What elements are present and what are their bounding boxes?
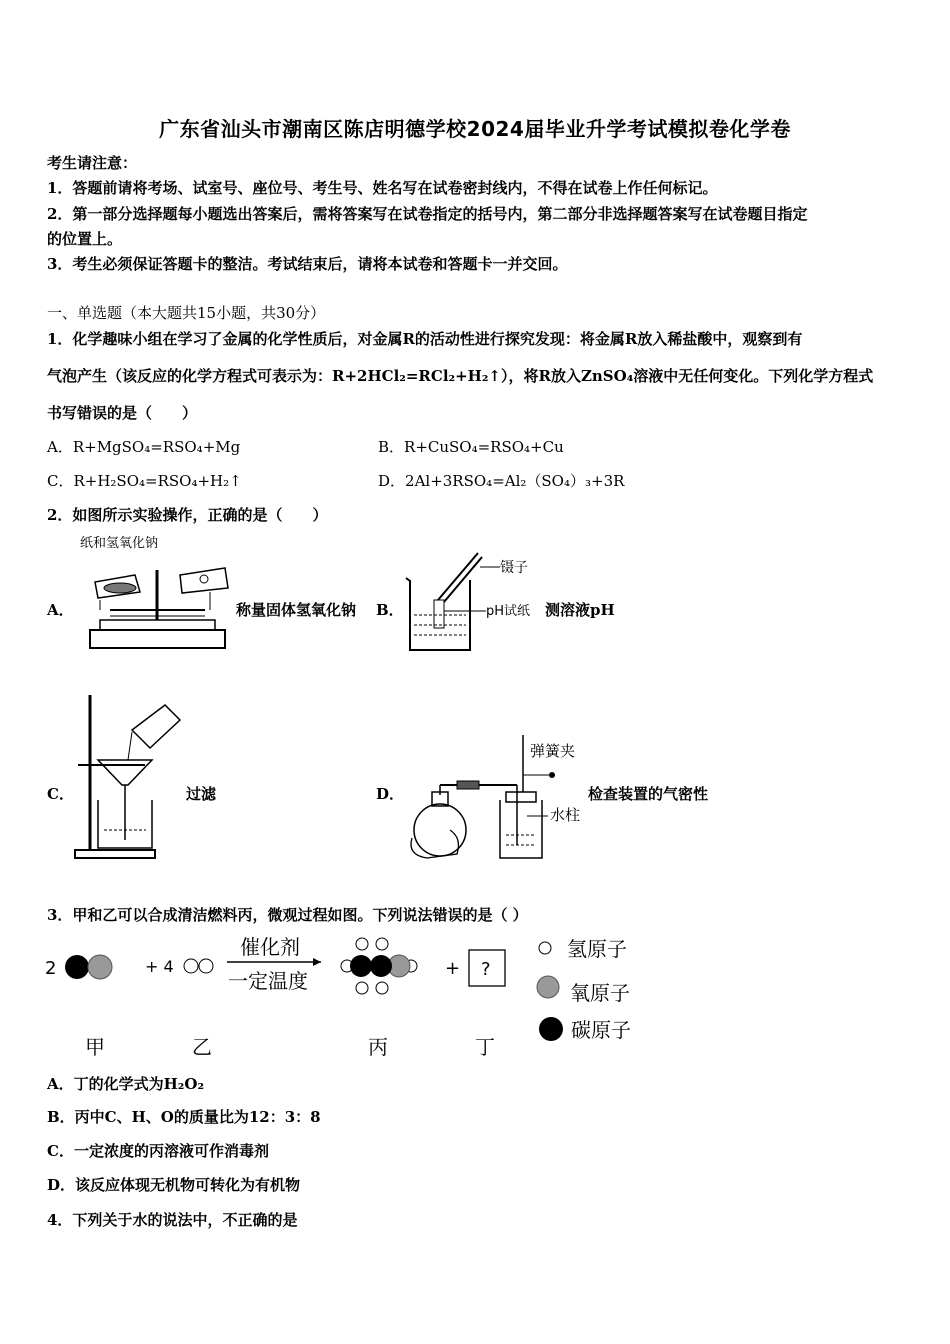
water-column-label: 水柱 bbox=[550, 806, 581, 824]
hydrogen-atom bbox=[376, 982, 388, 994]
notice-item: 的位置上。 bbox=[47, 230, 123, 248]
q1-option-b: B．R+CuSO₄=RSO₄+Cu bbox=[378, 438, 564, 456]
legend-carbon: 碳原子 bbox=[571, 1018, 631, 1042]
balance-figure bbox=[80, 530, 235, 655]
q2-d-caption: 检查装置的气密性 bbox=[588, 785, 709, 803]
notice-item: 3．考生必须保证答题卡的整洁。考试结束后，请将本试卷和答题卡一并交回。 bbox=[47, 255, 568, 273]
legend-carbon-icon bbox=[539, 1017, 563, 1041]
q2-stem: 2．如图所示实验操作，正确的是（ ） bbox=[47, 506, 328, 524]
name-ding: 丁 bbox=[475, 1035, 495, 1059]
section-heading: 一、单选题（本大题共15小题，共30分） bbox=[47, 304, 326, 322]
tweezers-label: 镊子 bbox=[500, 560, 528, 576]
q3-option-d: D．该反应体现无机物可转化为有机物 bbox=[47, 1176, 301, 1194]
clamp-label: 弹簧夹 bbox=[530, 742, 576, 760]
filtration-figure bbox=[70, 690, 185, 865]
hydrogen-atom bbox=[356, 938, 368, 950]
notice-item: 2．第一部分选择题每小题选出答案后，需将答案写在试卷指定的括号内，第二部分非选择题答案写在试卷题目指定 bbox=[47, 205, 808, 223]
name-jia: 甲 bbox=[85, 1035, 105, 1059]
notice-heading: 考生请注意： bbox=[47, 154, 138, 172]
balance-label: 纸和氢氧化钠 bbox=[80, 536, 159, 551]
ph-test-figure bbox=[400, 545, 540, 655]
q2-d-letter: D． bbox=[376, 785, 405, 803]
q3-option-b: B．丙中C、H、O的质量比为12：3：8 bbox=[47, 1108, 321, 1126]
q1-stem: 1．化学趣味小组在学习了金属的化学性质后，对金属R的活动性进行探究发现：将金属R放入稀盐酸中，观察到有 bbox=[47, 330, 803, 348]
q2-c-letter: C． bbox=[47, 785, 74, 803]
name-yi: 乙 bbox=[192, 1035, 212, 1059]
legend-oxygen-icon bbox=[537, 976, 559, 998]
q3-stem: 3．甲和乙可以合成清洁燃料丙，微观过程如图。下列说法错误的是（ ） bbox=[47, 906, 528, 924]
reaction-diagram bbox=[45, 930, 645, 1065]
plus-ding: + bbox=[445, 958, 461, 979]
ph-paper-label: pH试纸 bbox=[486, 604, 531, 619]
q2-a-letter: A． bbox=[47, 601, 74, 619]
q1-option-d: D．2Al+3RSO₄=Al₂（SO₄）₃+3R bbox=[378, 472, 625, 490]
unknown-mark: ? bbox=[481, 959, 491, 980]
q1-stem: 气泡产生（该反应的化学方程式可表示为：R+2HCl₂=RCl₂+H₂↑），将R放入ZnSO₄溶液中无任何变化。下列化学方程式 bbox=[47, 367, 874, 385]
q2-b-caption: 测溶液pH bbox=[545, 601, 615, 619]
plus-coef-yi: + 4 bbox=[145, 957, 174, 976]
q2-b-letter: B． bbox=[376, 601, 404, 619]
catalyst-label: 催化剂 bbox=[240, 935, 300, 959]
legend-hydrogen: 氢原子 bbox=[567, 937, 627, 961]
carbon-atom bbox=[370, 955, 392, 977]
q2-c-caption: 过滤 bbox=[186, 785, 217, 803]
name-bing: 丙 bbox=[368, 1035, 388, 1059]
oxygen-atom bbox=[88, 955, 112, 979]
q1-option-c: C．R+H₂SO₄=RSO₄+H₂↑ bbox=[47, 472, 242, 490]
carbon-atom bbox=[65, 955, 89, 979]
carbon-atom bbox=[350, 955, 372, 977]
legend-hydrogen-icon bbox=[539, 942, 551, 954]
hydrogen-atom bbox=[356, 982, 368, 994]
q3-option-c: C．一定浓度的丙溶液可作消毒剂 bbox=[47, 1142, 269, 1160]
airtightness-figure bbox=[402, 730, 587, 862]
hydrogen-atom bbox=[184, 959, 198, 973]
q1-option-a: A．R+MgSO₄=RSO₄+Mg bbox=[47, 438, 241, 456]
coef-jia: 2 bbox=[45, 958, 57, 979]
q4-stem: 4．下列关于水的说法中，不正确的是 bbox=[47, 1211, 298, 1229]
q1-stem: 书写错误的是（ ） bbox=[47, 404, 198, 422]
q3-option-a: A．丁的化学式为H₂O₂ bbox=[47, 1075, 205, 1093]
hydrogen-atom bbox=[199, 959, 213, 973]
page-title: 广东省汕头市潮南区陈店明德学校2024届毕业升学考试模拟卷化学卷 bbox=[159, 117, 791, 141]
q2-a-caption: 称量固体氢氧化钠 bbox=[236, 601, 357, 619]
notice-item: 1．答题前请将考场、试室号、座位号、考生号、姓名写在试卷密封线内，不得在试卷上作任何标记。 bbox=[47, 179, 718, 197]
hydrogen-atom bbox=[376, 938, 388, 950]
condition-label: 一定温度 bbox=[228, 969, 308, 993]
legend-oxygen: 氧原子 bbox=[570, 981, 630, 1005]
